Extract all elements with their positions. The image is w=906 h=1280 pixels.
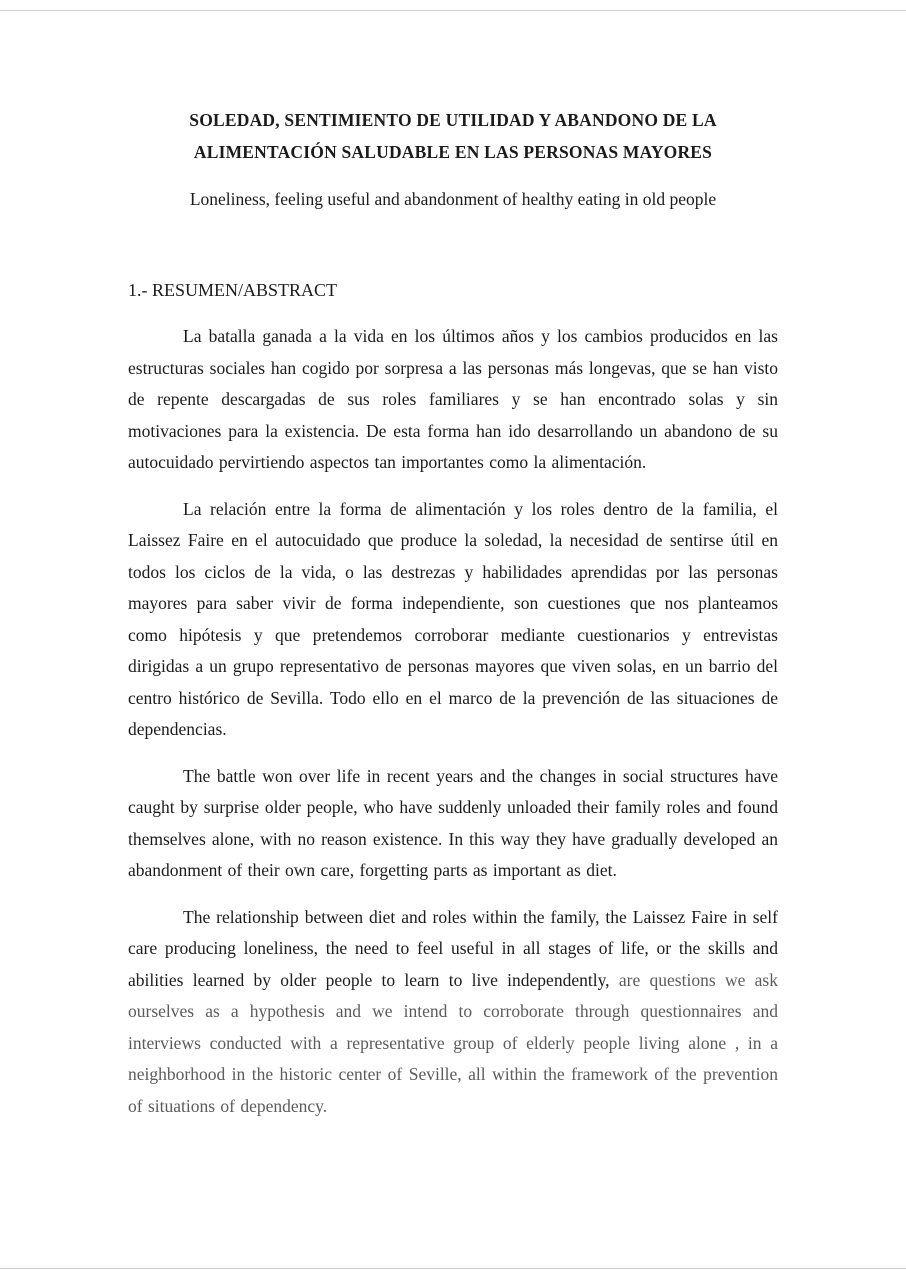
page-content	[128, 0, 778, 1122]
paragraph-es-2: La relación entre la forma de alimentación y los roles dentro de la familia, el Laissez Faire en el autocuidado que produce la soledad, la necesidad de sentirse útil en todos los ciclos de la vida, o las destrezas y habilidades aprendidas por las personas mayores para saber vivir de forma independiente, son cuestiones que nos planteamos como hipótesis y que pretendemos corroborar mediante cuestionarios y entrevistas dirigidas a un grupo representativo de personas mayores que viven solas, en un barrio del centro histórico de Sevilla. Todo ello en el marco de la prevención de las situaciones de dependencias.	[128, 498, 778, 739]
document-title	[128, 104, 778, 168]
paragraph-en-2	[128, 902, 778, 1123]
title-line-1: SOLEDAD, SENTIMIENTO DE UTILIDAD Y ABANDONO DE LA	[189, 110, 717, 130]
page-bottom-edge	[0, 1268, 906, 1269]
paragraph-es-1: La batalla ganada a la vida en los últimos años y los cambios producidos en las estructuras sociales han cogido por sorpresa a las personas más longevas, que se han visto de repente descargadas de sus roles familiares y se han encontrado solas y sin motivaciones para la existencia. De esta forma han ido desarrollando un abandono de su autocuidado pervirtiendo aspectos tan importantes como la alimentación.	[128, 326, 778, 472]
document-subtitle: Loneliness, feeling useful and abandonment of healthy eating in old people	[189, 189, 717, 209]
paragraph-en-1: The battle won over life in recent years and the changes in social structures have caught by surprise older people, who have suddenly unloaded their family roles and found themselves alone, with no reason existence. In this way they have gradually developed an abandonment of their own care, forgetting parts as important as diet.	[128, 765, 778, 880]
title-line-2: ALIMENTACIÓN SALUDABLE EN LAS PERSONAS MAYORES	[193, 142, 713, 162]
paragraph-en-2-muted: are questions we ask ourselves as a hypothesis and we intend to corroborate through questionnaires and interviews conducted with a representative group of elderly people living alone , in a neighborhood in the historic center of Seville, all within the framework of the prevention of situations of dependency.	[128, 969, 778, 1116]
section-heading-abstract: 1.- RESUMEN/ABSTRACT	[128, 280, 338, 300]
paragraph-en-2-main: The relationship between diet and roles within the family, the Laissez Faire in self care producing loneliness, the need to feel useful in all stages of life, or the skills and abilities learned by older people to learn to live independently,	[128, 906, 778, 990]
